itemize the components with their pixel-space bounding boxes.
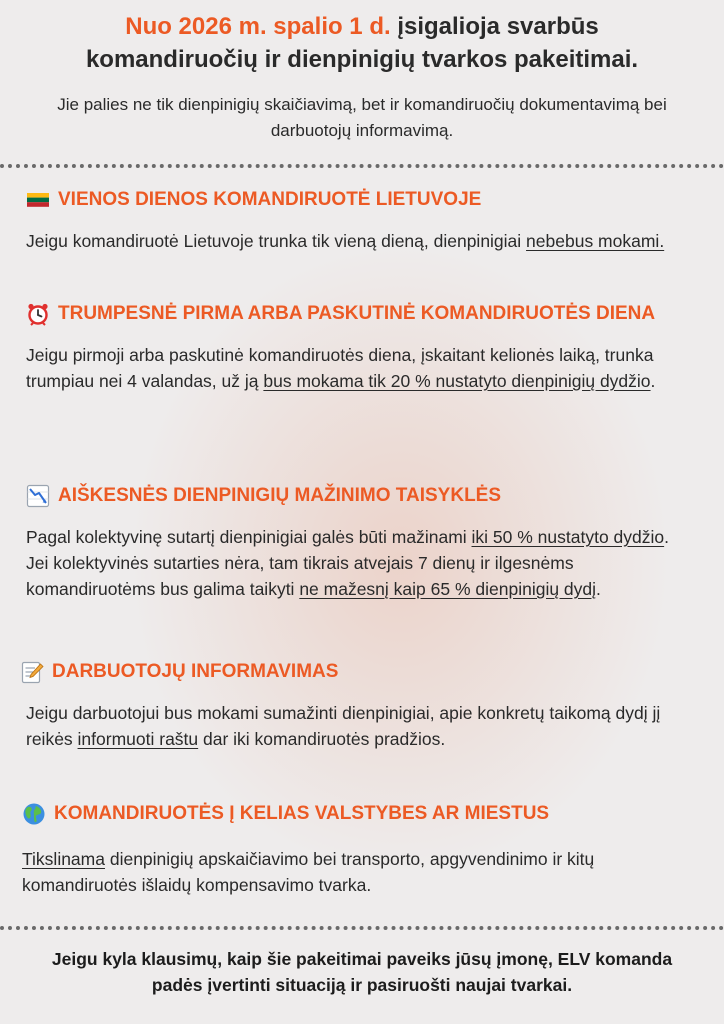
section-body [26, 342, 676, 394]
section-title-text: DARBUOTOJŲ INFORMAVIMAS [52, 661, 339, 682]
section-title-text: VIENOS DIENOS KOMANDIRUOTĖ LIETUVOJE [58, 189, 482, 210]
header [0, 10, 724, 144]
body-emphasis: bus mokama tik 20 % nustatyto dienpinigių dydžio [263, 371, 651, 391]
section-body [26, 700, 682, 752]
section-title [26, 186, 706, 214]
body-emphasis: iki 50 % nustatyto dydžio [471, 527, 665, 547]
body-text: . [596, 579, 601, 599]
title-date: Nuo 2026 m. spalio 1 d. [125, 13, 391, 40]
section-one-day-trip [26, 186, 706, 254]
body-text: Jeigu komandiruotė Lietuvoje trunka tik vieną dieną, dienpinigiai [26, 231, 527, 251]
globe-icon [22, 802, 46, 826]
body-text: Jeigu pirmoji arba paskutinė komandiruotės diena, įskaitant kelionės laiką, trunka trumpiau nei 4 valandas, už ją [26, 345, 654, 391]
footer-note: Jeigu kyla klausimų, kaip šie pakeitimai paveiks jūsų įmonę, ELV komanda padės įvertinti situaciją ir pasiruošti naujai tvarkai. [51, 949, 673, 995]
body-emphasis: ne mažesnį kaip 65 % dienpinigių dydį [299, 579, 597, 599]
section-title-text: TRUMPESNĖ PIRMA ARBA PASKUTINĖ KOMANDIRUOTĖS DIENA [58, 303, 656, 324]
body-emphasis: informuoti raštu [77, 729, 199, 749]
section-multiple-countries [22, 800, 712, 898]
body-text: . [650, 371, 656, 391]
body-text: dar iki komandiruotės pradžios. [198, 729, 446, 749]
body-text: . Jei kolektyvinės sutarties nėra, tam tikrais atvejais 7 dienų ir ilgesnėms komandiruotėms bus galima taikyti [26, 527, 669, 599]
page-title [0, 10, 724, 76]
section-short-first-last-day [26, 300, 706, 394]
section-employee-notice [20, 658, 710, 752]
dotted-divider-top [0, 164, 724, 168]
section-body [26, 524, 676, 602]
alarm-clock-icon [26, 302, 50, 326]
section-title [26, 300, 706, 328]
section-title [20, 658, 710, 686]
body-text: dienpinigių apskaičiavimo bei transporto, apgyvendinimo ir kitų komandiruotės išlaidų kompensavimo tvarka. [22, 849, 595, 895]
section-title [22, 800, 712, 828]
section-body [26, 228, 686, 254]
body-emphasis: Tikslinama [22, 849, 105, 869]
page-subtitle: Jie palies ne tik dienpinigių skaičiavimą, bet ir komandiruočių dokumentavimą bei darbuotojų informavimą. [57, 95, 667, 140]
section-title [26, 482, 706, 510]
body-text: Pagal kolektyvinę sutartį dienpinigiai galės būti mažinami [26, 527, 472, 547]
title-text: įsigalioja svarbūs komandiruočių ir dienpinigių tvarkos pakeitimai. [85, 13, 639, 73]
memo-icon [20, 660, 44, 684]
section-title-text: KOMANDIRUOTĖS Į KELIAS VALSTYBES AR MIESTUS [54, 803, 550, 824]
body-emphasis: nebebus mokami. [526, 231, 665, 251]
section-reduction-rules [26, 482, 706, 602]
dotted-divider-bottom [0, 926, 724, 930]
chart-decreasing-icon [26, 484, 50, 508]
section-title-text: AIŠKESNĖS DIENPINIGIŲ MAŽINIMO TAISYKLĖS [58, 485, 502, 506]
lithuania-flag-icon [26, 188, 50, 212]
body-text: Jeigu darbuotojui bus mokami sumažinti dienpinigiai, apie konkretų taikomą dydį jį reikės [26, 703, 661, 749]
section-body [22, 846, 692, 898]
